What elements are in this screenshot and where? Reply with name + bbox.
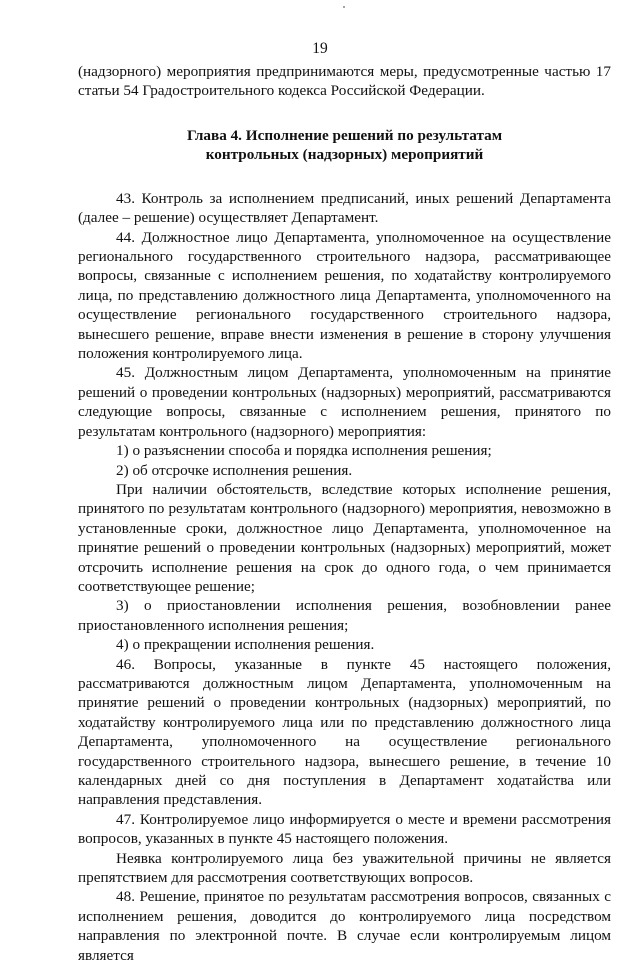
paragraph-46: 46. Вопросы, указанные в пункте 45 настоящего положения, рассматриваются должностным лицом Департамента, уполномоченным на принятие решений о проведении контрольных (надзорных) мероприятий, по ходатайству контролируемого лица или по представлению должностного лица Департамента, уполномоченного на осуществление регионального государственного строительного надзора, вынесшего решение, в течение 10 календарных дней со дня поступления в Департамент ходатайства или направления представления. [78,655,611,809]
chapter-heading [78,126,611,164]
list-item-45-4: 4) о прекращении исполнения решения. [116,636,375,654]
paragraph-absence: Неявка контролируемого лица без уважительной причины не является препятствием для рассмотрения соответствующих вопросов. [78,849,611,887]
paragraph-43: 43. Контроль за исполнением предписаний, иных решений Департамента (далее – решение) осуществляет Департамент. [78,189,611,227]
paragraph-45: 45. Должностным лицом Департамента, уполномоченным на принятие решений о проведении контрольных (надзорных) мероприятий, рассматриваются следующие вопросы, связанные с исполнением решения, принятого по результатам контрольного (надзорного) мероприятия: [78,364,611,440]
paragraph-48: 48. Решение, принятое по результатам рассмотрения вопросов, связанных с исполнением решения, доводится до контролируемого лица посредством направления по электронной почте. В случае если контролируемым лицом является [78,888,611,964]
paragraph-44: 44. Должностное лицо Департамента, уполномоченное на осуществление регионального государственного строительного надзора, рассматривающее вопросы, связанные с исполнением решения, по ходатайству контролируемого лица, по представлению должностного лица Департамента, уполномоченного на осуществление регионального государственного строительного надзора, вынесшего решение, вправе внести изменения в решение в сторону улучшения положения контролируемого лица. [78,228,611,363]
list-item-45-2: 2) об отсрочке исполнения решения. [116,461,353,479]
intro-paragraph: (надзорного) мероприятия предпринимаются меры, предусмотренные частью 17 статьи 54 Градостроительного кодекса Российской Федерации. [78,63,611,100]
page-number: 19 [312,40,328,57]
paragraph-47: 47. Контролируемое лицо информируется о месте и времени рассмотрения вопросов, указанных в пункте 45 настоящего положения. [78,810,611,848]
chapter-heading-line-1: Глава 4. Исполнение решений по результатам [186,126,503,144]
list-item-45-3: 3) о приостановлении исполнения решения, возобновлении ранее приостановленного исполнения решения; [78,597,611,634]
document-body [78,62,611,965]
scan-speck [343,6,345,8]
chapter-heading-line-2: контрольных (надзорных) мероприятий [205,145,484,163]
list-item-45-1: 1) о разъяснении способа и порядка исполнения решения; [116,442,492,460]
paragraph-deferral: При наличии обстоятельств, вследствие которых исполнение решения, принятого по результатам контрольного (надзорного) мероприятия, невозможно в установленные сроки, должностное лицо Департамента, уполномоченное на принятие решений о проведении контрольных (надзорных) мероприятий, может отсрочить исполнение решения на срок до одного года, о чем принимается соответствующее решение; [78,480,611,595]
